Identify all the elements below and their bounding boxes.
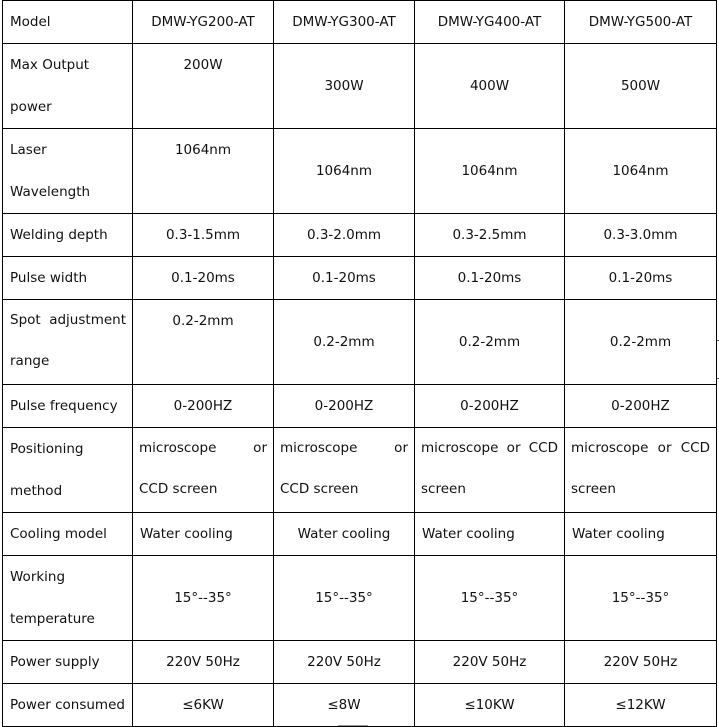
value-cell: Water cooling xyxy=(133,513,274,556)
row-label-cell: Welding depth xyxy=(3,214,133,257)
row-label-cell: Spot adjustment range xyxy=(3,300,133,385)
value-cell: microscope or CCD screen xyxy=(565,428,717,513)
value-cell: ≤6KW xyxy=(133,684,274,727)
row-label-cell: Cooling model xyxy=(3,513,133,556)
value-cell: 0.1-20ms xyxy=(274,257,415,300)
value-cell: 1064nm xyxy=(415,129,565,214)
specification-table xyxy=(2,0,717,727)
value-cell: microscope or CCD screen xyxy=(274,428,415,513)
value-cell: 0.3-3.0mm xyxy=(565,214,717,257)
row-label-cell: Power consumed xyxy=(3,684,133,727)
value-cell: 0.3-1.5mm xyxy=(133,214,274,257)
table-row-power-supply xyxy=(3,641,717,684)
value-cell: 400W xyxy=(415,44,565,129)
value-cell: Water cooling xyxy=(274,513,415,556)
table-row-pulse-frequency xyxy=(3,385,717,428)
table-row-power-consumed xyxy=(3,684,717,727)
value-cell: 0.1-20ms xyxy=(565,257,717,300)
table-row-laser-wavelength xyxy=(3,129,717,214)
header-row xyxy=(3,1,717,44)
value-cell: 0-200HZ xyxy=(274,385,415,428)
table-row-working-temperature xyxy=(3,556,717,641)
value-cell: 0.1-20ms xyxy=(133,257,274,300)
table-row-welding-depth xyxy=(3,214,717,257)
row-label-cell: Laser Wavelength xyxy=(3,129,133,214)
value-cell: 0.1-20ms xyxy=(415,257,565,300)
value-cell: 0.2-2mm xyxy=(415,300,565,385)
value-cell: 300W xyxy=(274,44,415,129)
model-header-cell: DMW-YG500-AT xyxy=(565,1,717,44)
value-cell: 0.2-2mm xyxy=(565,300,717,385)
header-label-cell: Model xyxy=(3,1,133,44)
value-cell: Water cooling xyxy=(565,513,717,556)
value-cell: ≤12KW xyxy=(565,684,717,727)
value-cell: 1064nm xyxy=(133,129,274,214)
row-label-cell: Working temperature xyxy=(3,556,133,641)
value-cell: 220V 50Hz xyxy=(565,641,717,684)
table-row-positioning-method xyxy=(3,428,717,513)
value-cell: 0-200HZ xyxy=(133,385,274,428)
value-cell: 220V 50Hz xyxy=(274,641,415,684)
value-cell: 0-200HZ xyxy=(415,385,565,428)
model-header-cell: DMW-YG200-AT xyxy=(133,1,274,44)
value-cell: 0.2-2mm xyxy=(133,300,274,385)
table-row-cooling-model xyxy=(3,513,717,556)
model-header-cell: DMW-YG300-AT xyxy=(274,1,415,44)
value-cell: ≤8W xyxy=(274,684,415,727)
value-cell: microscope or CCD screen xyxy=(133,428,274,513)
value-cell: 220V 50Hz xyxy=(133,641,274,684)
value-cell: 1064nm xyxy=(565,129,717,214)
value-cell: Water cooling xyxy=(415,513,565,556)
model-header-cell: DMW-YG400-AT xyxy=(415,1,565,44)
value-cell: 15°--35° xyxy=(133,556,274,641)
table-row-pulse-width xyxy=(3,257,717,300)
value-cell: microscope or CCD screen xyxy=(415,428,565,513)
value-cell: 0.3-2.0mm xyxy=(274,214,415,257)
value-cell: 15°--35° xyxy=(565,556,717,641)
value-cell: 0.3-2.5mm xyxy=(415,214,565,257)
value-cell: 500W xyxy=(565,44,717,129)
value-cell: 15°--35° xyxy=(274,556,415,641)
value-cell: 220V 50Hz xyxy=(415,641,565,684)
row-label-cell: Power supply xyxy=(3,641,133,684)
row-label-cell: Pulse width xyxy=(3,257,133,300)
row-label-cell: Positioning method xyxy=(3,428,133,513)
value-cell: 1064nm xyxy=(274,129,415,214)
table-row-spot-adjustment-range xyxy=(3,300,717,385)
row-label-cell: Max Output power xyxy=(3,44,133,129)
value-cell: ≤10KW xyxy=(415,684,565,727)
row-label-cell: Pulse frequency xyxy=(3,385,133,428)
value-cell: 0.2-2mm xyxy=(274,300,415,385)
value-cell: 15°--35° xyxy=(415,556,565,641)
table-row-max-output-power xyxy=(3,44,717,129)
value-cell: 200W xyxy=(133,44,274,129)
value-cell: 0-200HZ xyxy=(565,385,717,428)
